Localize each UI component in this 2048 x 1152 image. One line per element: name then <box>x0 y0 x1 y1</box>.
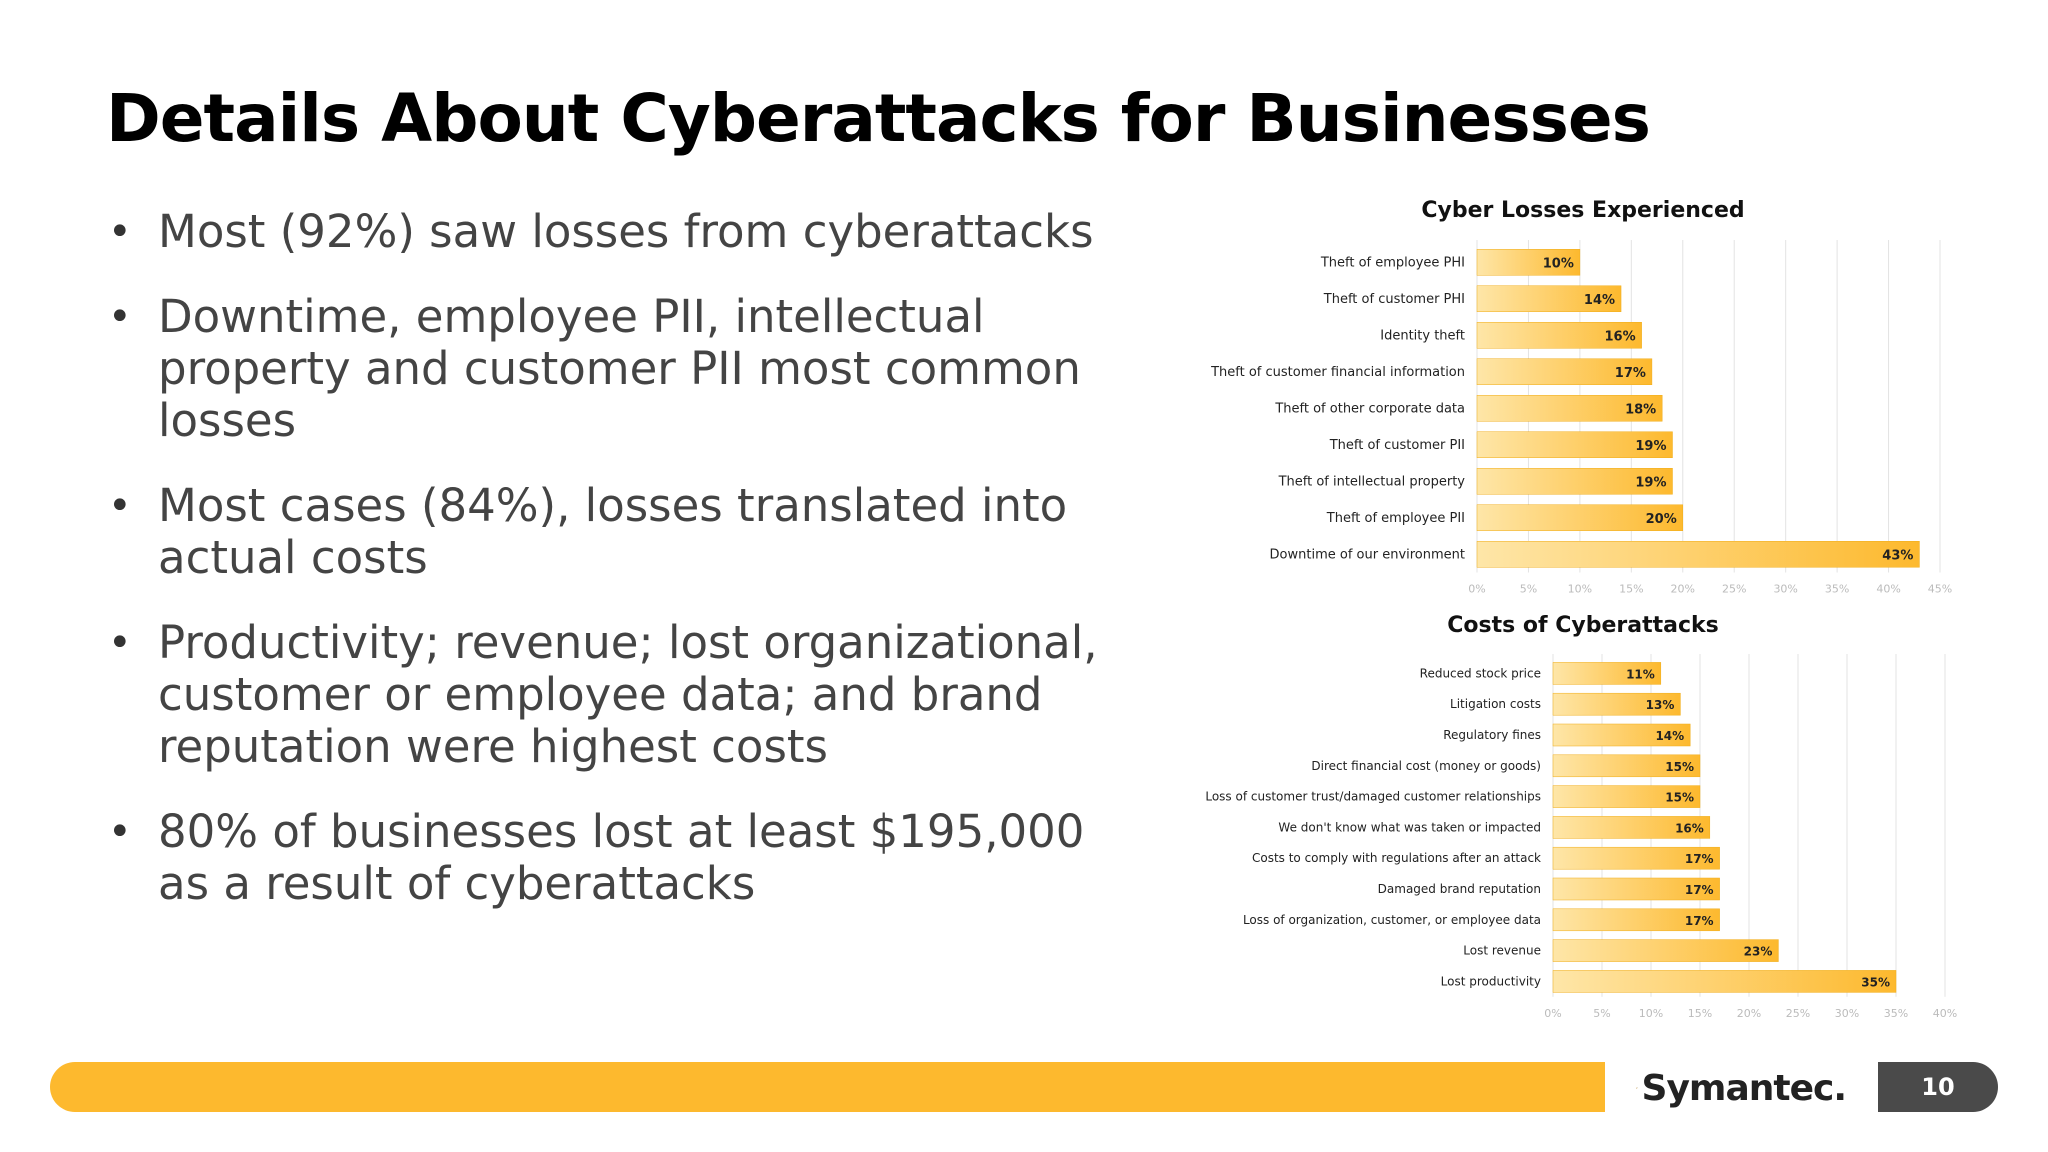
data-label: 11% <box>1626 667 1655 682</box>
x-tick-label: 0% <box>1468 582 1486 596</box>
data-label: 23% <box>1743 944 1773 959</box>
category-label: Regulatory fines <box>1443 728 1541 742</box>
x-tick-label: 0% <box>1544 1006 1562 1020</box>
data-label: 35% <box>1861 975 1890 990</box>
data-label: 18% <box>1625 402 1657 418</box>
category-label: Damaged brand reputation <box>1377 882 1541 896</box>
data-label: 17% <box>1684 913 1714 928</box>
category-label: We don't know what was taken or impacted <box>1278 820 1541 835</box>
x-tick-label: 5% <box>1519 582 1538 596</box>
category-label: Litigation costs <box>1450 697 1541 712</box>
data-label: 19% <box>1635 475 1667 491</box>
cyber-losses-chart <box>1180 186 1970 598</box>
data-label: 17% <box>1684 852 1714 867</box>
bullet-list <box>106 206 1106 943</box>
bullet-dot-icon: • <box>108 209 132 255</box>
data-label: 14% <box>1583 292 1616 308</box>
x-tick-label: 30% <box>1834 1006 1860 1020</box>
bullet-text: 80% of businesses lost at least $195,000 as a result of cyberattacks <box>158 805 1085 910</box>
category-label: Lost revenue <box>1463 943 1541 958</box>
bullet-item <box>106 480 1106 584</box>
bullet-dot-icon: • <box>108 294 132 340</box>
data-label: 17% <box>1684 883 1714 897</box>
symantec-logo <box>1636 1058 1846 1118</box>
logo-text: Symantec. <box>1641 1067 1846 1109</box>
page-number: 10 <box>1878 1062 1998 1112</box>
x-tick-label: 15% <box>1619 582 1644 596</box>
x-tick-label: 40% <box>1932 1006 1958 1020</box>
bullet-item <box>106 206 1106 258</box>
category-label: Direct financial cost (money or goods) <box>1311 758 1541 773</box>
data-label: 16% <box>1675 821 1704 836</box>
slide-title: Details About Cyberattacks for Businesses <box>106 80 1650 157</box>
data-label: 43% <box>1882 548 1914 564</box>
bullet-item <box>106 806 1106 910</box>
bullet-text: Productivity; revenue; lost organizational, customer or employee data; and brand reputation were highest costs <box>158 616 1098 773</box>
data-label: 13% <box>1645 698 1675 713</box>
category-label: Theft of other corporate data <box>1275 401 1465 417</box>
bar <box>1477 541 1919 567</box>
x-tick-label: 45% <box>1927 582 1953 596</box>
category-label: Downtime of our environment <box>1269 547 1465 563</box>
x-tick-label: 20% <box>1670 582 1696 596</box>
data-label: 17% <box>1614 365 1646 381</box>
checkmark-logo-icon <box>1636 1062 1638 1114</box>
x-tick-label: 35% <box>1824 582 1850 596</box>
category-label: Theft of customer PHI <box>1323 291 1465 307</box>
chart-title: Costs of Cyberattacks <box>1447 613 1719 638</box>
category-label: Identity theft <box>1380 328 1465 344</box>
chart-title: Cyber Losses Experienced <box>1421 198 1745 223</box>
bullet-dot-icon: • <box>108 620 132 666</box>
category-label: Costs to comply with regulations after an attack <box>1251 851 1541 866</box>
costs-of-cyberattacks-chart <box>1180 612 1970 1030</box>
x-tick-label: 20% <box>1736 1006 1762 1020</box>
data-label: 16% <box>1604 329 1636 345</box>
bullet-text: Downtime, employee PII, intellectual property and customer PII most common losses <box>158 290 1081 447</box>
x-tick-label: 40% <box>1876 582 1901 596</box>
data-label: 10% <box>1542 256 1574 272</box>
category-label: Theft of customer PII <box>1329 437 1465 453</box>
data-label: 20% <box>1645 511 1677 527</box>
data-label: 15% <box>1665 790 1694 805</box>
x-tick-label: 30% <box>1773 582 1798 596</box>
bullet-text: Most cases (84%), losses translated into actual costs <box>158 479 1068 584</box>
category-label: Loss of customer trust/damaged customer relationships <box>1205 789 1541 804</box>
category-label: Theft of intellectual property <box>1278 474 1465 490</box>
x-tick-label: 35% <box>1883 1006 1909 1020</box>
x-tick-label: 25% <box>1721 582 1747 596</box>
category-label: Theft of employee PHI <box>1320 255 1465 271</box>
x-tick-label: 5% <box>1593 1006 1611 1020</box>
category-label: Theft of employee PII <box>1326 510 1465 526</box>
category-label: Reduced stock price <box>1419 666 1541 681</box>
bullet-text: Most (92%) saw losses from cyberattacks <box>158 205 1094 258</box>
bar <box>1553 970 1896 992</box>
x-tick-label: 25% <box>1785 1006 1811 1020</box>
bullet-dot-icon: • <box>108 809 132 855</box>
footer-bar <box>50 1062 1605 1112</box>
bullet-item <box>106 291 1106 447</box>
x-tick-label: 10% <box>1638 1006 1664 1020</box>
x-tick-label: 15% <box>1687 1006 1713 1020</box>
category-label: Theft of customer financial information <box>1211 364 1465 380</box>
bullet-dot-icon: • <box>108 483 132 529</box>
x-tick-label: 10% <box>1567 582 1593 596</box>
category-label: Loss of organization, customer, or employee data <box>1242 912 1541 927</box>
data-label: 19% <box>1635 438 1667 454</box>
category-label: Lost productivity <box>1440 974 1541 989</box>
data-label: 14% <box>1655 729 1685 743</box>
data-label: 15% <box>1665 759 1694 774</box>
bullet-item <box>106 617 1106 773</box>
